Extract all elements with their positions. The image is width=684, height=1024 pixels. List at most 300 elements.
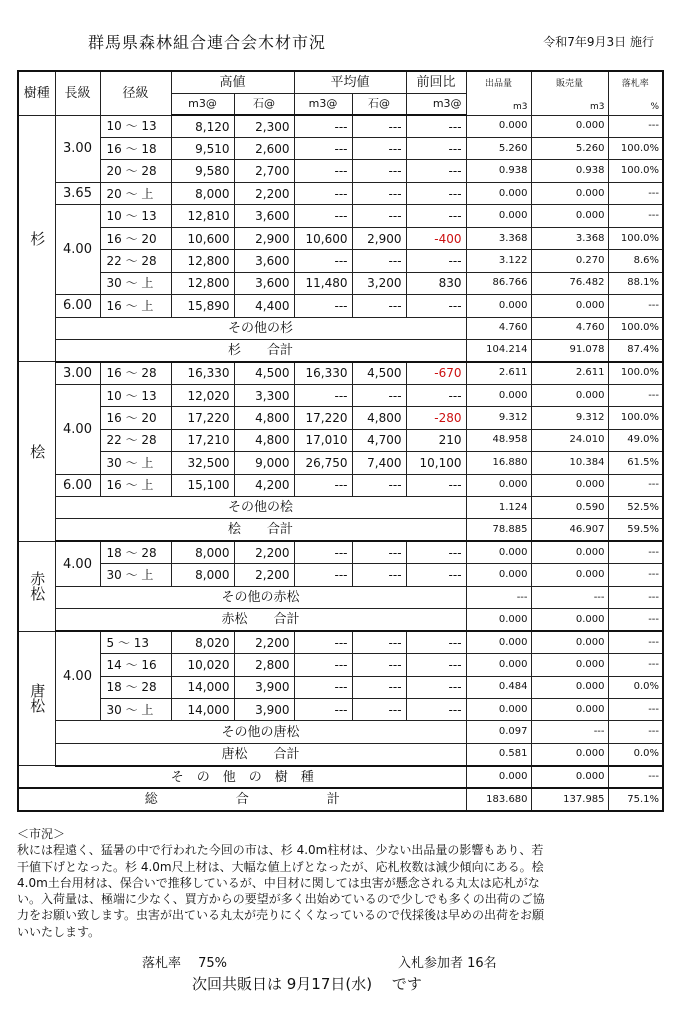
avg-koku-cell: ---: [352, 182, 406, 204]
table-body: [18, 71, 663, 811]
rate-cell: ---: [608, 564, 663, 586]
sales-cell: 2.611: [531, 362, 608, 384]
prev-change-cell: ---: [406, 205, 466, 227]
output-cell: 0.000: [466, 631, 531, 653]
rate-cell: ---: [608, 698, 663, 720]
high-m3-cell: 8,000: [171, 541, 234, 563]
table-row: [18, 138, 663, 160]
col-output: [466, 71, 531, 115]
prev-change-cell: ---: [406, 474, 466, 496]
diameter-cell: 20 ～ 上: [100, 182, 171, 204]
high-koku-cell: 2,900: [234, 227, 294, 249]
col-high: 高値: [171, 71, 294, 93]
table-row: [18, 182, 663, 204]
prev-change-cell: ---: [406, 676, 466, 698]
species-cell: 唐松: [18, 631, 55, 766]
sales-cell: 0.000: [531, 182, 608, 204]
avg-m3-cell: ---: [294, 182, 352, 204]
market-line: 4.0m土台用材は、保合いで推移しているが、中目材に関しては虫害が懸念される丸太は応札がな: [17, 875, 540, 890]
table-row: [18, 250, 663, 272]
sales-cell: 0.000: [531, 541, 608, 563]
sales-cell: 0.000: [531, 631, 608, 653]
avg-koku-cell: ---: [352, 654, 406, 676]
unit-high-m3: m3@: [171, 93, 234, 115]
market-line: 力をお願い致します。虫害が出ている丸太が売りにくくなっているので伐採後は早めの出荷をお願: [17, 908, 545, 923]
high-m3-cell: 12,810: [171, 205, 234, 227]
table-row: [18, 227, 663, 249]
market-line: い。入荷量は、極端に少なく、買方からの要望が多く出始めているので少しでも多くの出荷のご協: [17, 892, 545, 907]
prev-change-cell: -400: [406, 227, 466, 249]
avg-koku-cell: ---: [352, 474, 406, 496]
market-commentary: [17, 826, 662, 940]
subtotal-label: 唐松 合計: [55, 743, 466, 765]
high-koku-cell: 2,600: [234, 138, 294, 160]
sales-cell: 0.000: [531, 609, 608, 631]
next-sale-date: 次回共販日は 9月17日(水) です: [192, 975, 422, 993]
col-length: 長級: [55, 71, 100, 115]
sales-cell: 0.000: [531, 676, 608, 698]
prev-change-cell: ---: [406, 250, 466, 272]
diameter-cell: 5 ～ 13: [100, 631, 171, 653]
avg-m3-cell: ---: [294, 564, 352, 586]
high-m3-cell: 8,000: [171, 182, 234, 204]
sales-cell: 10.384: [531, 452, 608, 474]
output-cell: 1.124: [466, 497, 531, 519]
avg-koku-cell: 7,400: [352, 452, 406, 474]
high-m3-cell: 12,800: [171, 250, 234, 272]
high-koku-cell: 2,700: [234, 160, 294, 182]
output-cell: 5.260: [466, 138, 531, 160]
sales-cell: 0.270: [531, 250, 608, 272]
diameter-cell: 10 ～ 13: [100, 205, 171, 227]
subtotal-label: 桧 合計: [55, 519, 466, 541]
prev-change-cell: ---: [406, 295, 466, 317]
avg-m3-cell: 10,600: [294, 227, 352, 249]
avg-m3-cell: ---: [294, 384, 352, 406]
rate-cell: 100.0%: [608, 362, 663, 384]
rate-cell: ---: [608, 721, 663, 743]
sales-cell: 0.000: [531, 295, 608, 317]
avg-koku-cell: 4,800: [352, 407, 406, 429]
avg-koku-cell: ---: [352, 541, 406, 563]
length-cell: 6.00: [55, 295, 100, 317]
high-m3-cell: 14,000: [171, 676, 234, 698]
sales-cell: 0.000: [531, 654, 608, 676]
subtotal-row: [18, 609, 663, 631]
rate-cell: 100.0%: [608, 160, 663, 182]
high-m3-cell: 8,120: [171, 115, 234, 137]
high-koku-cell: 2,200: [234, 182, 294, 204]
prev-change-cell: ---: [406, 631, 466, 653]
avg-koku-cell: 3,200: [352, 272, 406, 294]
table-row: [18, 205, 663, 227]
table-row: [18, 384, 663, 406]
subtotal-row: [18, 743, 663, 765]
avg-koku-cell: ---: [352, 205, 406, 227]
diameter-cell: 16 ～ 上: [100, 474, 171, 496]
avg-koku-cell: 2,900: [352, 227, 406, 249]
length-cell: 3.65: [55, 182, 100, 204]
high-m3-cell: 8,020: [171, 631, 234, 653]
prev-change-cell: ---: [406, 182, 466, 204]
diameter-cell: 10 ～ 13: [100, 384, 171, 406]
sales-cell: 46.907: [531, 519, 608, 541]
avg-m3-cell: ---: [294, 631, 352, 653]
avg-m3-cell: ---: [294, 250, 352, 272]
diameter-cell: 10 ～ 13: [100, 115, 171, 137]
diameter-cell: 22 ～ 28: [100, 250, 171, 272]
high-koku-cell: 4,500: [234, 362, 294, 384]
output-cell: 0.000: [466, 115, 531, 137]
sales-cell: 0.000: [531, 564, 608, 586]
rate-cell: 100.0%: [608, 138, 663, 160]
avg-m3-cell: ---: [294, 138, 352, 160]
table-row: [18, 115, 663, 137]
table-row: [18, 631, 663, 653]
avg-m3-cell: 16,330: [294, 362, 352, 384]
output-cell: 4.760: [466, 317, 531, 339]
high-m3-cell: 15,100: [171, 474, 234, 496]
output-cell: 104.214: [466, 339, 531, 361]
grand-total-label: 総 合 計: [18, 788, 466, 811]
species-cell: 赤松: [18, 541, 55, 631]
rate-cell: ---: [608, 654, 663, 676]
table-row: [18, 362, 663, 384]
length-cell: 4.00: [55, 631, 100, 721]
high-koku-cell: 2,300: [234, 115, 294, 137]
diameter-cell: 18 ～ 28: [100, 676, 171, 698]
rate-cell: ---: [608, 541, 663, 563]
avg-koku-cell: 4,500: [352, 362, 406, 384]
high-m3-cell: 14,000: [171, 698, 234, 720]
prev-change-cell: ---: [406, 654, 466, 676]
diameter-cell: 22 ～ 28: [100, 429, 171, 451]
output-cell: 0.000: [466, 205, 531, 227]
unit-prev: m3@: [406, 93, 466, 115]
rate-cell: 75.1%: [608, 788, 663, 811]
rate-cell: ---: [608, 631, 663, 653]
output-cell: 9.312: [466, 407, 531, 429]
rate-cell: ---: [608, 115, 663, 137]
output-cell: 0.000: [466, 654, 531, 676]
avg-koku-cell: ---: [352, 160, 406, 182]
high-koku-cell: 2,200: [234, 564, 294, 586]
col-rate: [608, 71, 663, 115]
avg-m3-cell: 26,750: [294, 452, 352, 474]
table-row: [18, 698, 663, 720]
rate-cell: 100.0%: [608, 227, 663, 249]
high-koku-cell: 3,600: [234, 272, 294, 294]
avg-koku-cell: ---: [352, 295, 406, 317]
rate-cell: ---: [608, 586, 663, 608]
sales-cell: 9.312: [531, 407, 608, 429]
other-label: その他の桧: [55, 497, 466, 519]
high-koku-cell: 2,800: [234, 654, 294, 676]
avg-koku-cell: ---: [352, 698, 406, 720]
sales-cell: ---: [531, 586, 608, 608]
output-cell: 0.000: [466, 541, 531, 563]
output-cell: 2.611: [466, 362, 531, 384]
avg-koku-cell: ---: [352, 384, 406, 406]
rate-cell: 100.0%: [608, 317, 663, 339]
prev-change-cell: ---: [406, 698, 466, 720]
high-koku-cell: 3,900: [234, 676, 294, 698]
high-koku-cell: 2,200: [234, 631, 294, 653]
diameter-cell: 16 ～ 18: [100, 138, 171, 160]
species-cell: 桧: [18, 362, 55, 542]
output-cell: 78.885: [466, 519, 531, 541]
high-koku-cell: 9,000: [234, 452, 294, 474]
diameter-cell: 30 ～ 上: [100, 452, 171, 474]
output-cell: 3.122: [466, 250, 531, 272]
other-row: [18, 317, 663, 339]
output-cell: 0.000: [466, 698, 531, 720]
output-cell: ---: [466, 586, 531, 608]
sales-cell: 0.000: [531, 474, 608, 496]
sales-cell: 0.000: [531, 115, 608, 137]
market-line: いいたします。: [17, 924, 101, 939]
output-cell: 48.958: [466, 429, 531, 451]
table-row: [18, 541, 663, 563]
high-m3-cell: 17,210: [171, 429, 234, 451]
sales-cell: 0.000: [531, 743, 608, 765]
high-koku-cell: 4,200: [234, 474, 294, 496]
rate-cell: 88.1%: [608, 272, 663, 294]
species-cell: 杉: [18, 115, 55, 362]
output-cell: 0.000: [466, 295, 531, 317]
rate-cell: 0.0%: [608, 676, 663, 698]
high-m3-cell: 16,330: [171, 362, 234, 384]
diameter-cell: 18 ～ 28: [100, 541, 171, 563]
avg-m3-cell: 17,220: [294, 407, 352, 429]
output-cell: 3.368: [466, 227, 531, 249]
market-line: 干値下げとなった。杉 4.0m尺上材は、大幅な値上げとなったが、応札枚数は減少傾向にある。桧: [17, 859, 544, 874]
rate-cell: 52.5%: [608, 497, 663, 519]
sales-cell: 5.260: [531, 138, 608, 160]
high-koku-cell: 4,800: [234, 407, 294, 429]
sale-date: 令和7年9月3日 施行: [543, 35, 654, 49]
grand-total-row: [18, 788, 663, 811]
avg-m3-cell: ---: [294, 541, 352, 563]
unit-rate: %: [650, 102, 660, 112]
diameter-cell: 16 ～ 20: [100, 407, 171, 429]
rate-cell: 59.5%: [608, 519, 663, 541]
sales-cell: 4.760: [531, 317, 608, 339]
prev-change-cell: ---: [406, 160, 466, 182]
market-label: ＜市況＞: [17, 827, 66, 841]
length-cell: 6.00: [55, 474, 100, 496]
prev-change-cell: ---: [406, 384, 466, 406]
rate-cell: ---: [608, 182, 663, 204]
col-prev: 前回比: [406, 71, 466, 93]
avg-m3-cell: 11,480: [294, 272, 352, 294]
footer-rate: 落札率 75%: [142, 956, 228, 971]
avg-m3-cell: ---: [294, 474, 352, 496]
unit-sales: m3: [590, 102, 605, 112]
length-cell: 3.00: [55, 362, 100, 384]
length-cell: 4.00: [55, 205, 100, 295]
output-cell: 0.581: [466, 743, 531, 765]
sales-cell: 0.000: [531, 384, 608, 406]
sales-cell: 0.000: [531, 766, 608, 788]
output-cell: 0.000: [466, 474, 531, 496]
avg-m3-cell: ---: [294, 698, 352, 720]
high-koku-cell: 4,800: [234, 429, 294, 451]
diameter-cell: 30 ～ 上: [100, 698, 171, 720]
sales-cell: 137.985: [531, 788, 608, 811]
sales-cell: ---: [531, 721, 608, 743]
high-m3-cell: 32,500: [171, 452, 234, 474]
prev-change-cell: ---: [406, 138, 466, 160]
col-sales: [531, 71, 608, 115]
footer-bidders: 入札参加者 16名: [398, 956, 497, 971]
avg-koku-cell: 4,700: [352, 429, 406, 451]
high-m3-cell: 9,580: [171, 160, 234, 182]
diameter-cell: 16 ～ 20: [100, 227, 171, 249]
length-cell: 4.00: [55, 384, 100, 474]
output-cell: 86.766: [466, 272, 531, 294]
subtotal-row: [18, 519, 663, 541]
subtotal-row: [18, 339, 663, 361]
avg-koku-cell: ---: [352, 676, 406, 698]
table-row: [18, 160, 663, 182]
output-cell: 183.680: [466, 788, 531, 811]
col-diameter: 径級: [100, 71, 171, 115]
rate-cell: 61.5%: [608, 452, 663, 474]
rate-cell: ---: [608, 609, 663, 631]
avg-m3-cell: ---: [294, 676, 352, 698]
table-row: [18, 452, 663, 474]
avg-m3-cell: ---: [294, 115, 352, 137]
other-row: [18, 497, 663, 519]
prev-change-cell: 210: [406, 429, 466, 451]
prev-change-cell: ---: [406, 564, 466, 586]
high-koku-cell: 2,200: [234, 541, 294, 563]
diameter-cell: 16 ～ 上: [100, 295, 171, 317]
unit-avg-m3: m3@: [294, 93, 352, 115]
sales-cell: 0.000: [531, 205, 608, 227]
col-output-label: 出品量: [485, 79, 513, 89]
rate-cell: 0.0%: [608, 743, 663, 765]
market-line: 秋には程遠く、猛暑の中で行われた今回の市は、杉 4.0m柱材は、少ない出品量の影響もあり、若: [17, 843, 544, 858]
output-cell: 0.484: [466, 676, 531, 698]
high-m3-cell: 17,220: [171, 407, 234, 429]
avg-koku-cell: ---: [352, 564, 406, 586]
table-row: [18, 474, 663, 496]
high-m3-cell: 10,020: [171, 654, 234, 676]
other-row: [18, 721, 663, 743]
sales-cell: 91.078: [531, 339, 608, 361]
unit-high-koku: 石@: [234, 93, 294, 115]
high-m3-cell: 15,890: [171, 295, 234, 317]
avg-koku-cell: ---: [352, 250, 406, 272]
table-row: [18, 407, 663, 429]
high-koku-cell: 3,900: [234, 698, 294, 720]
avg-m3-cell: 17,010: [294, 429, 352, 451]
high-koku-cell: 3,600: [234, 250, 294, 272]
rate-cell: ---: [608, 766, 663, 788]
other-label: その他の杉: [55, 317, 466, 339]
high-m3-cell: 12,800: [171, 272, 234, 294]
output-cell: 0.000: [466, 384, 531, 406]
table-row: [18, 654, 663, 676]
avg-m3-cell: ---: [294, 295, 352, 317]
prev-change-cell: 830: [406, 272, 466, 294]
rate-cell: 8.6%: [608, 250, 663, 272]
rate-cell: 49.0%: [608, 429, 663, 451]
high-koku-cell: 3,600: [234, 205, 294, 227]
prev-change-cell: -280: [406, 407, 466, 429]
diameter-cell: 20 ～ 28: [100, 160, 171, 182]
rate-cell: 100.0%: [608, 407, 663, 429]
table-row: [18, 429, 663, 451]
output-cell: 0.097: [466, 721, 531, 743]
other-label: その他の赤松: [55, 586, 466, 608]
col-rate-label: 落札率: [621, 79, 649, 89]
prev-change-cell: ---: [406, 541, 466, 563]
length-cell: 3.00: [55, 115, 100, 182]
rate-cell: ---: [608, 295, 663, 317]
avg-koku-cell: ---: [352, 631, 406, 653]
avg-m3-cell: ---: [294, 160, 352, 182]
rate-cell: ---: [608, 205, 663, 227]
table-row: [18, 295, 663, 317]
diameter-cell: 14 ～ 16: [100, 654, 171, 676]
col-average: 平均値: [294, 71, 406, 93]
market-price-table: [17, 70, 664, 812]
rate-cell: ---: [608, 474, 663, 496]
col-species: 樹種: [18, 71, 55, 115]
sales-cell: 3.368: [531, 227, 608, 249]
table-row: [18, 564, 663, 586]
output-cell: 16.880: [466, 452, 531, 474]
high-m3-cell: 8,000: [171, 564, 234, 586]
prev-change-cell: 10,100: [406, 452, 466, 474]
other-label: その他の唐松: [55, 721, 466, 743]
prev-change-cell: -670: [406, 362, 466, 384]
high-m3-cell: 10,600: [171, 227, 234, 249]
output-cell: 0.000: [466, 564, 531, 586]
sales-cell: 76.482: [531, 272, 608, 294]
high-koku-cell: 4,400: [234, 295, 294, 317]
unit-avg-koku: 石@: [352, 93, 406, 115]
output-cell: 0.938: [466, 160, 531, 182]
avg-m3-cell: ---: [294, 205, 352, 227]
prev-change-cell: ---: [406, 115, 466, 137]
output-cell: 0.000: [466, 609, 531, 631]
rate-cell: ---: [608, 384, 663, 406]
output-cell: 0.000: [466, 182, 531, 204]
diameter-cell: 30 ～ 上: [100, 564, 171, 586]
col-sales-label: 販売量: [556, 79, 584, 89]
avg-koku-cell: ---: [352, 138, 406, 160]
length-cell: 4.00: [55, 541, 100, 586]
output-cell: 0.000: [466, 766, 531, 788]
other-species-label: そ の 他 の 樹 種: [18, 766, 466, 788]
other-row: [18, 586, 663, 608]
rate-cell: 87.4%: [608, 339, 663, 361]
sales-cell: 0.000: [531, 698, 608, 720]
high-m3-cell: 9,510: [171, 138, 234, 160]
high-koku-cell: 3,300: [234, 384, 294, 406]
diameter-cell: 16 ～ 28: [100, 362, 171, 384]
subtotal-label: 杉 合計: [55, 339, 466, 361]
sales-cell: 0.938: [531, 160, 608, 182]
sales-cell: 24.010: [531, 429, 608, 451]
table-row: [18, 272, 663, 294]
avg-koku-cell: ---: [352, 115, 406, 137]
unit-output: m3: [513, 102, 528, 112]
